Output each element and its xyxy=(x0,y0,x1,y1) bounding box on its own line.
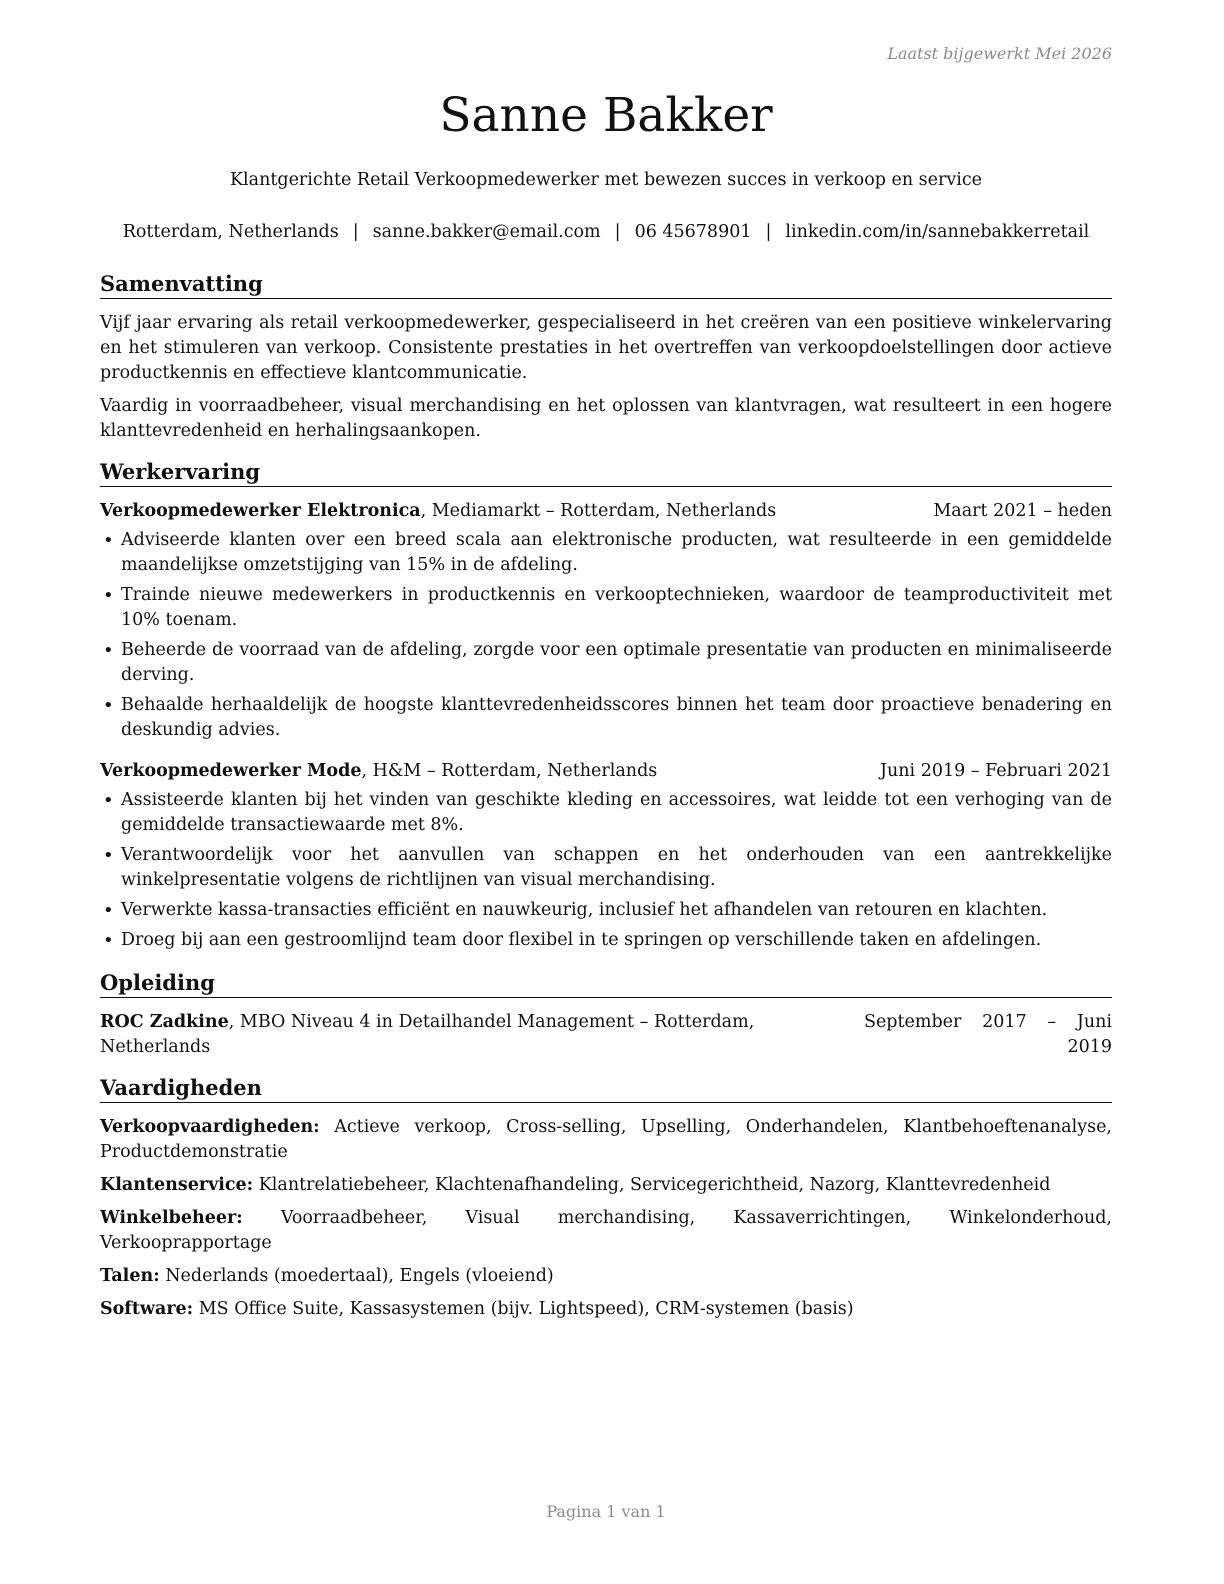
job-bullet: • Verwerkte kassa-transacties efficiënt en nauwkeurig, inclusief het afhandelen van retouren en klachten. xyxy=(100,898,1112,923)
section-title-skills: Vaardigheden xyxy=(100,1074,1112,1103)
section-title-summary: Samenvatting xyxy=(100,270,1112,299)
skill-row xyxy=(100,1264,1112,1289)
skill-value: Actieve verkoop, Cross-selling, Upselling, Onderhandelen, Klantbehoeftenanalyse, Productdemonstratie xyxy=(100,1117,1112,1162)
job-bullet: • Verantwoordelijk voor het aanvullen van schappen en het onderhouden van een aantrekkelijke winkelpresentatie volgens de richtlijnen van visual merchandising. xyxy=(100,843,1112,893)
contact-phone: 06 45678901 xyxy=(634,222,752,242)
skill-row xyxy=(100,1115,1112,1165)
section-title-experience: Werkervaring xyxy=(100,458,1112,487)
skill-row xyxy=(100,1206,1112,1256)
skill-label: Winkelbeheer: xyxy=(100,1208,243,1228)
skill-row xyxy=(100,1173,1112,1198)
skill-row xyxy=(100,1297,1112,1322)
summary-paragraph: Vijf jaar ervaring als retail verkoopmedewerker, gespecialiseerd in het creëren van een positieve winkelervaring en het stimuleren van verkoop. Consistente prestaties in het overtreffen van verkoopdoelstellingen door actieve productkennis en effectieve klantcommunicatie. xyxy=(100,313,1112,383)
section-title-education: Opleiding xyxy=(100,969,1112,998)
job-bullet: • Droeg bij aan een gestroomlijnd team door flexibel in te springen op verschillende taken en afdelingen. xyxy=(100,928,1112,953)
skill-label: Klantenservice: xyxy=(100,1175,254,1195)
education-school: ROC Zadkine xyxy=(100,1012,229,1032)
job-header xyxy=(100,499,1112,524)
education-details: , MBO Niveau 4 in Detailhandel Management – Rotterdam, Netherlands xyxy=(100,1012,755,1057)
summary-paragraph: Vaardig in voorraadbeheer, visual merchandising en het oplossen van klantvragen, wat resulteert in een hogere klanttevredenheid en herhalingsaankopen. xyxy=(100,396,1112,441)
resume-content xyxy=(100,270,1112,1336)
resume-page xyxy=(100,0,1112,1584)
contact-separator: | xyxy=(614,222,621,242)
education-section xyxy=(100,969,1112,1060)
contact-separator: | xyxy=(352,222,359,242)
job-role: Verkoopmedewerker Elektronica xyxy=(100,501,421,521)
job-dates: Juni 2019 – Februari 2021 xyxy=(879,761,1112,781)
last-updated: Laatst bijgewerkt Mei 2026 xyxy=(887,44,1112,63)
job-title-line xyxy=(100,499,776,524)
job-dates: Maart 2021 – heden xyxy=(933,501,1112,521)
skill-value: Klantrelatiebeheer, Klachtenafhandeling, Servicegerichtheid, Nazorg, Klanttevredenheid xyxy=(258,1175,1051,1195)
candidate-name: Sanne Bakker xyxy=(439,88,773,143)
skill-label: Software: xyxy=(100,1299,194,1319)
contact-email[interactable]: sanne.bakker@email.com xyxy=(372,222,601,242)
summary-section xyxy=(100,270,1112,444)
job-title-line xyxy=(100,759,657,784)
job-bullets xyxy=(100,788,1112,953)
job-header xyxy=(100,759,1112,784)
page-number: Pagina 1 van 1 xyxy=(546,1502,666,1521)
skill-value: Voorraadbeheer, Visual merchandising, Kassaverrichtingen, Winkelonderhoud, Verkooprapportage xyxy=(100,1208,1112,1253)
job-employer: , H&M – Rotterdam, Netherlands xyxy=(361,761,658,781)
job-bullets xyxy=(100,528,1112,743)
education-line xyxy=(100,1010,864,1060)
contact-line xyxy=(100,220,1112,244)
contact-linkedin[interactable]: linkedin.com/in/sannebakkerretail xyxy=(785,222,1090,242)
skill-value: MS Office Suite, Kassasystemen (bijv. Lightspeed), CRM-systemen (basis) xyxy=(198,1299,854,1319)
education-entry xyxy=(100,1010,1112,1060)
job-bullet: • Behaalde herhaaldelijk de hoogste klanttevredenheidsscores binnen het team door proactieve benadering en deskundig advies. xyxy=(100,693,1112,743)
job-bullet: • Beheerde de voorraad van de afdeling, zorgde voor een optimale presentatie van producten en minimaliseerde derving. xyxy=(100,638,1112,688)
skill-label: Talen: xyxy=(100,1266,160,1286)
skill-label: Verkoopvaardigheden: xyxy=(100,1117,320,1137)
skill-value: Nederlands (moedertaal), Engels (vloeiend) xyxy=(165,1266,554,1286)
job-role: Verkoopmedewerker Mode xyxy=(100,761,362,781)
contact-separator: | xyxy=(765,222,772,242)
job-bullet: • Assisteerde klanten bij het vinden van geschikte kleding en accessoires, wat leidde tot een verhoging van de gemiddelde transactiewaarde met 8%. xyxy=(100,788,1112,838)
tagline: Klantgerichte Retail Verkoopmedewerker met bewezen succes in verkoop en service xyxy=(229,170,983,190)
job-bullet: • Trainde nieuwe medewerkers in productkennis en verkooptechnieken, waardoor de teamproductiviteit met 10% toenam. xyxy=(100,583,1112,633)
contact-location: Rotterdam, Netherlands xyxy=(122,222,339,242)
skills-section xyxy=(100,1074,1112,1322)
job-employer: , Mediamarkt – Rotterdam, Netherlands xyxy=(420,501,777,521)
education-dates: September 2017 – Juni 2019 xyxy=(863,1012,1112,1057)
experience-section xyxy=(100,458,1112,953)
job-bullet: • Adviseerde klanten over een breed scala aan elektronische producten, wat resulteerde in een gemiddelde maandelijkse omzetstijging van 15% in de afdeling. xyxy=(100,528,1112,578)
